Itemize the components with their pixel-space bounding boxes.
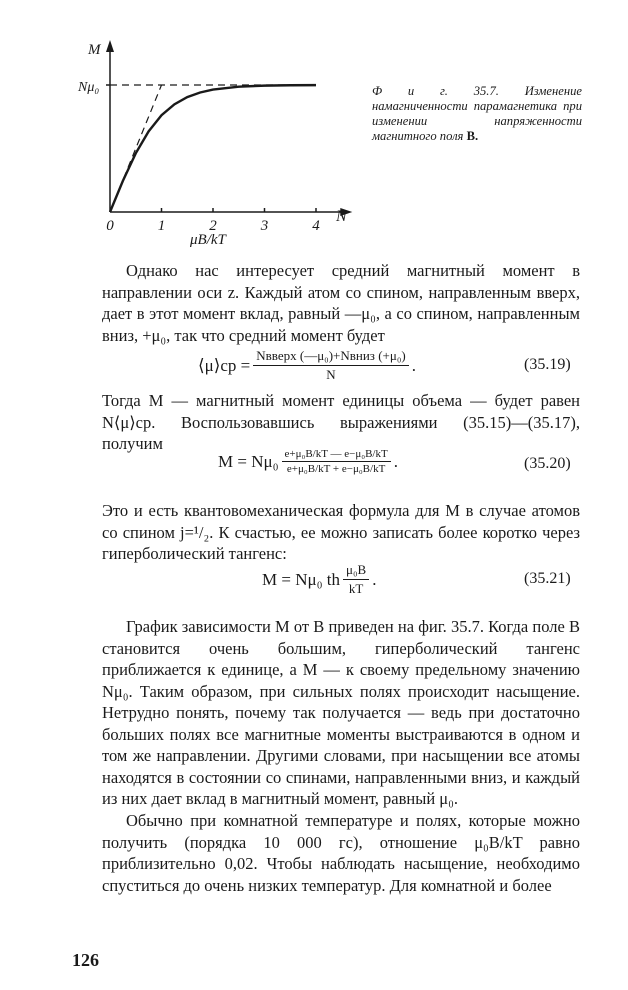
eq3-number: (35.21) <box>524 570 571 587</box>
eq2-number: (35.20) <box>524 455 571 472</box>
page-number: 126 <box>72 950 99 970</box>
equation-35-19: ⟨μ⟩ср = $\frac{\text{Nвверх (—μ₀)+Nвниз (+μ₀)}}{N}$ . <box>198 348 416 382</box>
eq1-fraction <box>253 348 408 383</box>
y-axis-arrow <box>106 40 114 52</box>
caption-lead: Ф и г. 35.7. <box>372 84 499 98</box>
paragraph-3: Это и есть квантовомеханическая формула для M в случае атомов со спином j=¹/₂. К счастью, ее можно записать более коротко через гиперболический тангенс: <box>102 501 580 563</box>
x-tick-label-4: 4 <box>312 218 320 234</box>
y-axis-label: M <box>88 42 101 58</box>
figure-caption <box>372 84 582 144</box>
eq1-denominator: N <box>326 367 336 382</box>
eq2-numerator: e+μ₀B/kT — e−μ₀B/kT <box>282 448 391 462</box>
x-tick-label-0: 0 <box>106 218 114 234</box>
eq3-lhs: M = Nμ₀ th <box>262 569 340 589</box>
paragraph-1: Однако нас интересует средний магнитный момент в направлении оси z. Каждый атом со спином, направленным вверх, дает в этот момент вклад, равный —μ₀, а со спином, направленным вниз, +μ₀, так что средний момент будет <box>102 261 580 345</box>
caption-body: Изменение намагниченности парамагнетика при изменении напряженности магнитного поля <box>372 84 582 143</box>
x-tick-label-2: 2 <box>209 218 217 234</box>
eq1-number: (35.19) <box>524 356 571 373</box>
eq1-lhs: ⟨μ⟩ср = <box>198 355 251 375</box>
equation-35-21: M = Nμ₀ th $\frac{\text{μ₀B}}{kT}$ . <box>262 562 377 596</box>
figure-35-7 <box>78 30 368 255</box>
x-axis-end-label: N <box>336 208 347 225</box>
tanh-curve <box>110 85 316 212</box>
eq2-denominator: e+μ₀B/kT + e−μ₀B/kT <box>286 463 386 475</box>
saturation-label: Nμ₀ <box>78 80 100 95</box>
eq3-numerator: μ₀B <box>343 562 369 580</box>
eq2-lhs: M = Nμ₀ <box>218 451 279 471</box>
x-tick-label-1: 1 <box>157 218 166 234</box>
x-tick-label-3: 3 <box>260 218 269 234</box>
eq3-fraction <box>343 562 369 597</box>
eq2-fraction <box>282 448 391 475</box>
equation-35-20: M = Nμ₀ $\frac{\text{e+μ₀B/kT — e−μ₀B/kT}}{\text{e+μ₀B/kT + e−μ₀B/kT}}$ . <box>218 448 398 475</box>
paragraph-2: Тогда M — магнитный момент единицы объема — будет равен N⟨μ⟩ср. Воспользовавшись выражениями (35.15)—(35.17), получим <box>102 391 580 453</box>
paragraph-5: Обычно при комнатной температуре и полях, которые можно получить (порядка 10 000 гс), отношение μ₀B/kT равно приблизительно 0,02. Чтобы наблюдать насыщение, необходимо спуститься до очень низких температур. Для комнатной и более <box>102 811 580 895</box>
caption-end: B. <box>466 129 479 143</box>
x-axis-label: μB/kT <box>190 232 226 248</box>
magnetization-chart <box>78 30 368 255</box>
eq1-numerator: Nвверх (—μ₀)+Nвниз (+μ₀) <box>253 348 408 366</box>
eq3-denominator: kT <box>348 581 364 596</box>
paragraph-4: График зависимости M от B приведен на фиг. 35.7. Когда поле B становится очень большим, гиперболический тангенс приближается к единице, а M — к своему предельному значению Nμ₀. Таким образом, при сильных полях происходит насыщение. Нетрудно понять, почему так получается — ведь при достаточно больших полях все магнитные моменты выстраиваются в одном и том же направлении. Другими словами, при насыщении все атомы находятся в состоянии со спинами, направленными вниз, и каждый из них дает вклад в магнитный момент, равный μ₀. <box>102 617 580 808</box>
